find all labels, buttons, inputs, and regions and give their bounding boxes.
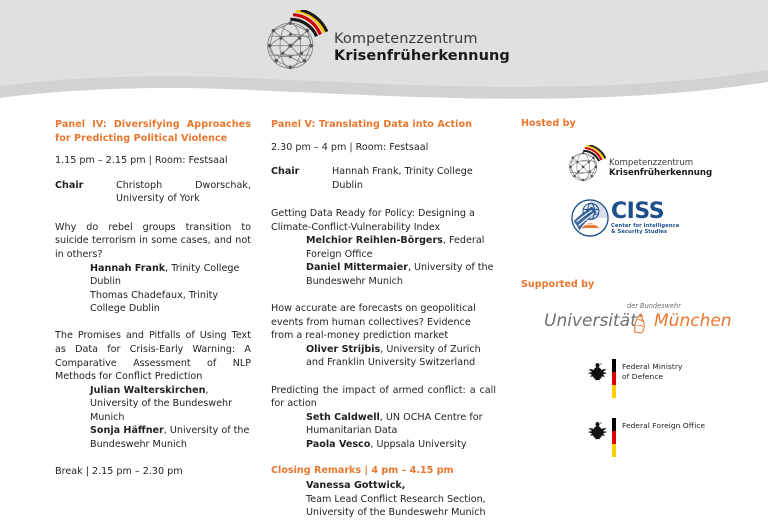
talk-speakers xyxy=(271,343,496,370)
talk-speakers xyxy=(271,411,496,451)
panel-4-talk-1 xyxy=(55,221,251,316)
speaker-name: Julian Walterskirchen xyxy=(90,384,206,396)
speaker-affiliation: , University of Zurich and Franklin University Switzerland xyxy=(306,343,481,369)
speaker-name: Oliver Strijbis xyxy=(306,343,381,355)
speaker-name: Hannah Frank xyxy=(90,262,166,274)
ciss-tagline-line2: & Security Studies xyxy=(611,229,668,235)
panel-5-talk-3 xyxy=(271,384,496,451)
speaker-name: Seth Caldwell xyxy=(306,412,380,424)
speaker-name: Melchior Reihlen-Börgers xyxy=(306,235,443,247)
closing-remarks-speaker xyxy=(271,479,496,519)
federal-ministry-of-defence-label xyxy=(622,359,683,382)
speaker-name: Vanessa Gottwick, xyxy=(306,480,406,492)
kkf-logo-line2: Krisenfrüherkennung xyxy=(609,167,713,178)
ciss-emblem-icon xyxy=(571,199,609,237)
label-line1: Federal Foreign Office xyxy=(622,421,706,430)
column-sponsors xyxy=(521,118,751,457)
speaker-name: Daniel Mittermaier xyxy=(306,262,408,274)
panel-5-talk-2 xyxy=(271,302,496,370)
talk-title: The Promises and Pitfalls of Using Text as Data for Crisis-Early Warning: A Comparative Assessment of NLP Methods for Conflict Prediction xyxy=(55,330,251,383)
page-header-banner xyxy=(0,0,768,108)
speaker-name: Sonja Häffner xyxy=(90,425,164,437)
unibw-crest-icon xyxy=(628,310,652,335)
talk-title: How accurate are forecasts on geopolitical events from human collectives? Evidence from a real-money prediction market xyxy=(271,303,476,342)
german-federal-eagle-icon xyxy=(587,360,608,382)
panel-5-talk-1 xyxy=(271,207,496,288)
header-logo-line1: Kompetenzzentrum xyxy=(334,31,478,48)
panel-4-chair-name: Christoph Dworschak, University of York xyxy=(116,179,251,205)
kkf-network-globe-icon xyxy=(566,145,606,183)
speaker-entry xyxy=(306,343,496,370)
german-federal-eagle-icon xyxy=(587,419,608,441)
label-line1: Federal Ministry xyxy=(622,362,683,371)
speaker-entry xyxy=(90,384,251,424)
talk-title: Why do rebel groups transition to suicide terrorism in some cases, and not in others? xyxy=(55,221,251,261)
speaker-entry xyxy=(306,261,496,288)
supported-logo-federal-foreign-office xyxy=(587,418,751,457)
speaker-affiliation: , Uppsala University xyxy=(370,438,467,450)
column-panel-5 xyxy=(271,118,496,520)
panel-4-title: Panel IV: Diversifying Approaches for Predicting Political Violence xyxy=(55,119,251,144)
speaker-affiliation: , University of the Bundeswehr Munich xyxy=(90,425,250,450)
header-logo xyxy=(262,6,512,76)
speaker-name: Paola Vesco xyxy=(306,438,371,450)
ciss-tagline-line1: Center for Intelligence xyxy=(611,222,680,229)
ciss-wordmark: CISS xyxy=(611,198,665,224)
speaker-role-line: Team Lead Conflict Research Section, xyxy=(306,493,486,505)
hosted-by-label: Hosted by xyxy=(521,118,576,129)
unibw-logo-word2: München xyxy=(654,311,732,331)
speaker-entry xyxy=(306,234,496,261)
talk-title: Predicting the impact of armed conflict: a call for action xyxy=(271,384,496,410)
panel-5-title: Panel V: Translating Data into Action xyxy=(271,119,473,130)
speaker-entry xyxy=(90,424,251,451)
panel-5-chair xyxy=(271,165,496,192)
kkf-network-globe-icon xyxy=(262,10,328,72)
speaker-entry xyxy=(306,411,496,438)
panel-4-talk-2 xyxy=(55,329,251,451)
speaker-entry xyxy=(90,262,251,289)
speaker-affiliation: , Federal Foreign Office xyxy=(306,235,485,260)
panel-4-break: Break | 2.15 pm – 2.30 pm xyxy=(55,465,183,477)
label-line2: of Defence xyxy=(622,371,664,381)
supported-logo-federal-ministry-of-defence xyxy=(587,359,751,398)
speaker-entry xyxy=(90,289,251,316)
speaker-affiliation: , University of the Bundeswehr Munich xyxy=(90,384,233,423)
speaker-entry xyxy=(306,438,496,451)
panel-5-chair-name: Hannah Frank, Trinity College Dublin xyxy=(332,166,473,191)
unibw-logo-subline: der Bundeswehr xyxy=(627,302,681,310)
closing-remarks-title: Closing Remarks | 4 pm – 4.15 pm xyxy=(271,465,454,477)
hosted-logo-kkf xyxy=(566,145,751,183)
panel-4-chair xyxy=(55,179,251,206)
column-panel-4 xyxy=(55,118,251,478)
panel-5-time-room: 2.30 pm – 4 pm | Room: Festsaal xyxy=(271,141,429,153)
speaker-role-line: University of the Bundeswehr Munich xyxy=(306,507,486,519)
supported-logo-unibw xyxy=(544,302,744,336)
speaker-affiliation: Thomas Chadefaux, Trinity College Dublin xyxy=(90,289,219,314)
panel-4-time-room: 1.15 pm – 2.15 pm | Room: Festsaal xyxy=(55,155,228,167)
hosted-logo-ciss xyxy=(571,199,751,237)
german-flag-bar xyxy=(612,418,616,457)
panel-4-chair-label: Chair xyxy=(55,179,84,191)
speaker-affiliation: , UN OCHA Centre for Humanitarian Data xyxy=(306,412,483,437)
kkf-logo-line1: Kompetenzzentrum xyxy=(609,157,694,168)
talk-speakers xyxy=(55,384,251,451)
speaker-entry xyxy=(306,479,496,492)
panel-5-chair-label: Chair xyxy=(271,166,300,178)
talk-title: Getting Data Ready for Policy: Designing a Climate-Conflict-Vulnerability Index xyxy=(271,208,475,233)
german-flag-bar xyxy=(612,359,616,398)
supported-by-label: Supported by xyxy=(521,279,595,290)
talk-speakers xyxy=(271,234,496,288)
unibw-logo-word1: Universität xyxy=(544,311,637,331)
talk-speakers xyxy=(55,262,251,316)
header-logo-line2: Krisenfrüherkennung xyxy=(334,48,510,64)
speaker-affiliation: , University of the Bundeswehr Munich xyxy=(306,262,494,287)
speaker-affiliation: , Trinity College Dublin xyxy=(90,262,240,288)
federal-foreign-office-label xyxy=(622,418,705,431)
